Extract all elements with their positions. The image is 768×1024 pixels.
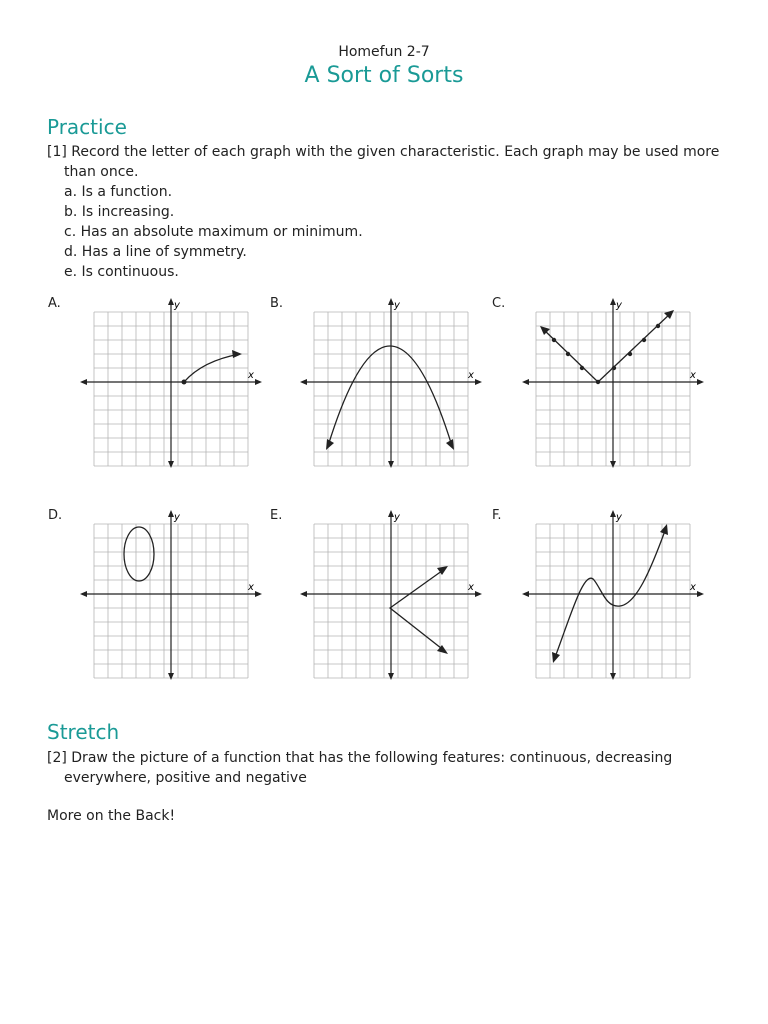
endpoint-dot [182,380,187,385]
graph-e-label: E. [270,508,283,523]
axes [522,510,704,680]
stretch-heading: Stretch [47,720,120,744]
y-axis-label: y [616,300,622,311]
x-axis-arrow-right [475,591,482,597]
graph-d-label: D. [48,508,63,523]
x-axis-arrow-left [80,591,87,597]
graph-b [298,296,484,470]
y-axis-arrow-down [168,461,174,468]
x-axis-label: x [248,370,254,381]
question-1-line-2: than once. [64,164,139,180]
ellipse-curve [124,527,154,581]
graph-b-label: B. [270,296,284,311]
x-axis-label: x [468,582,474,593]
y-axis-arrow-down [610,673,616,680]
arrowhead-lower [552,652,560,663]
x-axis-label: x [690,582,696,593]
x-axis-arrow-left [80,379,87,385]
graph-c-label: C. [492,296,506,311]
x-axis-arrow-right [475,379,482,385]
practice-heading: Practice [47,115,127,139]
axes [80,510,262,680]
x-axis-arrow-left [300,379,307,385]
y-axis-label: y [174,512,180,523]
graph-a-label: A. [48,296,61,311]
graph-a [78,296,264,470]
axes [300,510,482,680]
x-axis-arrow-right [255,591,262,597]
y-axis-label: y [174,300,180,311]
option-c: c. Has an absolute maximum or minimum. [64,224,363,240]
x-axis-label: x [248,582,254,593]
v-shape-line [542,312,672,382]
graph-f-label: F. [492,508,502,523]
arrowhead-upper [660,524,668,535]
x-axis-arrow-right [255,379,262,385]
y-axis-label: y [394,300,400,311]
y-axis-arrow-down [388,673,394,680]
closing-note: More on the Back! [47,808,176,824]
question-2-line-1: [2] Draw the picture of a function that has the following features: continuous, decreasing [47,750,673,766]
characteristics-list [64,182,363,282]
x-axis-arrow-left [300,591,307,597]
question-2 [47,748,727,788]
x-axis-arrow-right [697,591,704,597]
x-axis-label: x [468,370,474,381]
question-1 [47,142,727,182]
graph-f [520,508,706,682]
question-2-line-2: everywhere, positive and negative [64,770,307,786]
y-axis-label: y [394,512,400,523]
y-axis-arrow-down [610,461,616,468]
axes [80,298,262,468]
arrowhead [232,350,242,358]
x-axis-arrow-right [697,379,704,385]
x-axis-arrow-left [522,591,529,597]
graph-c [520,296,706,470]
option-b: b. Is increasing. [64,204,175,220]
document-title: A Sort of Sorts [304,63,464,88]
y-axis-arrow-down [168,673,174,680]
header-label: Homefun 2-7 [338,44,430,60]
option-d: d. Has a line of symmetry. [64,244,247,260]
option-e: e. Is continuous. [64,264,179,280]
x-axis-label: x [690,370,696,381]
question-1-line-1: [1] Record the letter of each graph with the given characteristic. Each graph may be used more [47,144,720,160]
graph-d [78,508,264,682]
y-axis-arrow-down [388,461,394,468]
axes [522,298,704,468]
x-axis-arrow-left [522,379,529,385]
graph-e [298,508,484,682]
y-axis-label: y [616,512,622,523]
option-a: a. Is a function. [64,184,173,200]
